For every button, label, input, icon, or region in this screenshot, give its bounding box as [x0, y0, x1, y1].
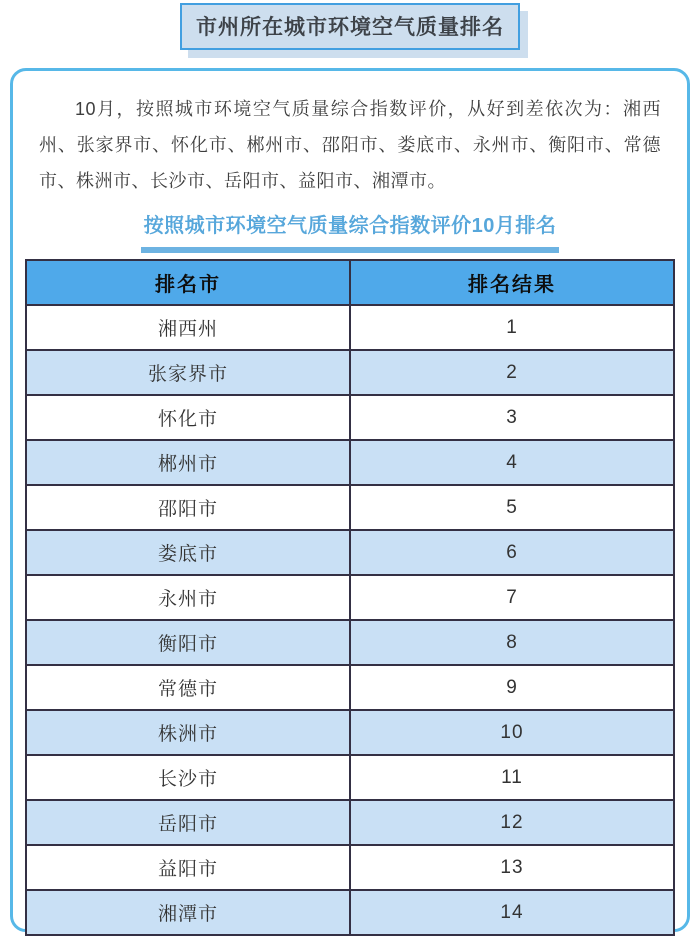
- city-cell: 邵阳市: [26, 485, 350, 530]
- rank-cell: 8: [350, 620, 674, 665]
- table-row: [26, 620, 674, 665]
- table-row: [26, 665, 674, 710]
- rank-cell: 14: [350, 890, 674, 935]
- city-cell: 张家界市: [26, 350, 350, 395]
- column-header-rank: 排名结果: [350, 260, 674, 305]
- city-cell: 常德市: [26, 665, 350, 710]
- rank-cell: 5: [350, 485, 674, 530]
- ranking-table-body: [26, 305, 674, 935]
- rank-cell: 10: [350, 710, 674, 755]
- table-row: [26, 710, 674, 755]
- rank-cell: 7: [350, 575, 674, 620]
- table-row: [26, 530, 674, 575]
- rank-cell: 13: [350, 845, 674, 890]
- section-heading-wrapper: [25, 209, 675, 247]
- table-row: [26, 305, 674, 350]
- rank-cell: 11: [350, 755, 674, 800]
- city-cell: 娄底市: [26, 530, 350, 575]
- table-row: [26, 440, 674, 485]
- table-row: [26, 890, 674, 935]
- column-header-city: 排名市: [26, 260, 350, 305]
- section-heading: 按照城市环境空气质量综合指数评价10月排名: [141, 209, 560, 253]
- city-cell: 怀化市: [26, 395, 350, 440]
- city-cell: 益阳市: [26, 845, 350, 890]
- table-row: [26, 350, 674, 395]
- table-row: [26, 575, 674, 620]
- rank-cell: 2: [350, 350, 674, 395]
- content-container: [10, 68, 690, 932]
- city-cell: 衡阳市: [26, 620, 350, 665]
- city-cell: 湘潭市: [26, 890, 350, 935]
- city-cell: 郴州市: [26, 440, 350, 485]
- title-badge-wrapper: [0, 0, 700, 55]
- rank-cell: 3: [350, 395, 674, 440]
- rank-cell: 6: [350, 530, 674, 575]
- rank-cell: 9: [350, 665, 674, 710]
- city-cell: 岳阳市: [26, 800, 350, 845]
- intro-paragraph: 10月，按照城市环境空气质量综合指数评价，从好到差依次为：湘西州、张家界市、怀化市、郴州市、邵阳市、娄底市、永州市、衡阳市、常德市、株洲市、长沙市、岳阳市、益阳市、湘潭市。: [39, 99, 661, 191]
- ranking-table-head: [26, 260, 674, 305]
- city-cell: 长沙市: [26, 755, 350, 800]
- table-row: [26, 845, 674, 890]
- rank-cell: 4: [350, 440, 674, 485]
- city-cell: 株洲市: [26, 710, 350, 755]
- table-row: [26, 395, 674, 440]
- city-cell: 湘西州: [26, 305, 350, 350]
- rank-cell: 1: [350, 305, 674, 350]
- rank-cell: 12: [350, 800, 674, 845]
- page-title-badge: 市州所在城市环境空气质量排名: [180, 3, 520, 50]
- ranking-table: [25, 259, 675, 936]
- table-row: [26, 755, 674, 800]
- table-row: [26, 800, 674, 845]
- city-cell: 永州市: [26, 575, 350, 620]
- table-row: [26, 485, 674, 530]
- header-row: [26, 260, 674, 305]
